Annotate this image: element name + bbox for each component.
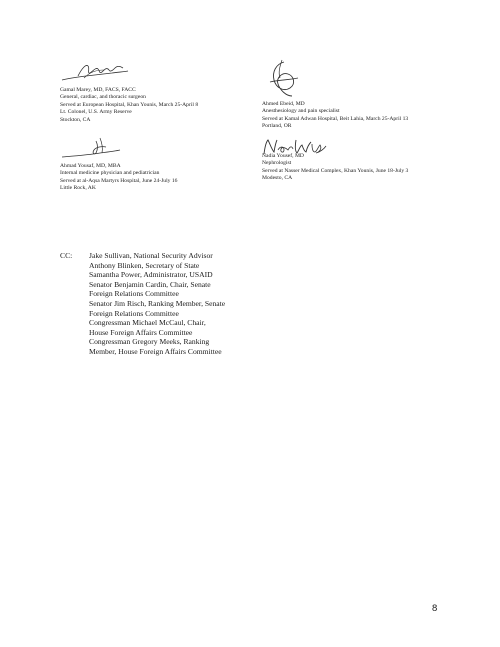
cc-line: Anthony Blinken, Secretary of State (89, 260, 200, 270)
cc-line: Senator Jim Risch, Ranking Member, Senate (89, 298, 226, 308)
name-line: Ahmed Ebeid, MD (262, 101, 305, 107)
location-line: Little Rock, AK (60, 185, 96, 192)
name-line: Nadia Yousef, MD (262, 153, 304, 159)
signature-block-ebeid (262, 101, 408, 131)
service-line: Served at al-Aqsa Martyrs Hospital, June 24-July 16 (60, 177, 178, 184)
cc-line: Foreign Relations Committee (89, 308, 179, 318)
cc-line: Senator Benjamin Cardin, Chair, Senate (89, 279, 211, 289)
cc-line: Congressman Gregory Meeks, Ranking (89, 337, 210, 347)
name-line: Gamal Marey, MD, FACS, FACC (60, 87, 136, 93)
specialty-line: General, cardiac, and thoracic surgeon (60, 94, 146, 101)
cc-line: Samantha Power, Administrator, USAID (89, 270, 213, 280)
rank-line: Lt. Colonel, U.S. Army Reserve (60, 109, 132, 116)
cc-recipients (89, 251, 289, 357)
signature-block-yousaf (60, 163, 177, 193)
name-line: Ahmad Yousaf, MD, MBA (60, 163, 121, 169)
cc-line: Member, House Foreign Affairs Committee (89, 346, 222, 356)
specialty-line: Internal medicine physician and pediatrician (60, 170, 160, 177)
signature-block-marey (60, 87, 198, 124)
specialty-line: Nephrologist (262, 160, 292, 167)
location-line: Portland, OR (262, 123, 292, 130)
service-line: Served at Nasser Medical Complex, Khan Younis, June 18-July 3 (262, 167, 409, 174)
location-line: Modesto, CA (262, 175, 293, 182)
page-number: 8 (432, 603, 438, 614)
signature-block-nadia (262, 153, 408, 183)
cc-line: Foreign Relations Committee (89, 289, 179, 299)
signature-marey (60, 58, 130, 84)
service-line: Served at European Hospital, Khan Younis, March 25-April 8 (60, 101, 199, 108)
specialty-line: Anesthesiology and pain specialist (262, 108, 340, 115)
cc-line: Jake Sullivan, National Security Advisor (89, 251, 213, 260)
cc-line: Congressman Michael McCaul, Chair, (89, 318, 206, 328)
location-line: Stockton, CA (60, 116, 91, 123)
signature-ebeid (262, 58, 302, 100)
service-line: Served at Kamal Adwan Hospital, Beit Lahia, March 25-April 13 (262, 115, 409, 122)
cc-line: House Foreign Affairs Committee (89, 327, 193, 337)
cc-label: CC: (60, 251, 73, 260)
signature-yousaf (60, 135, 122, 161)
